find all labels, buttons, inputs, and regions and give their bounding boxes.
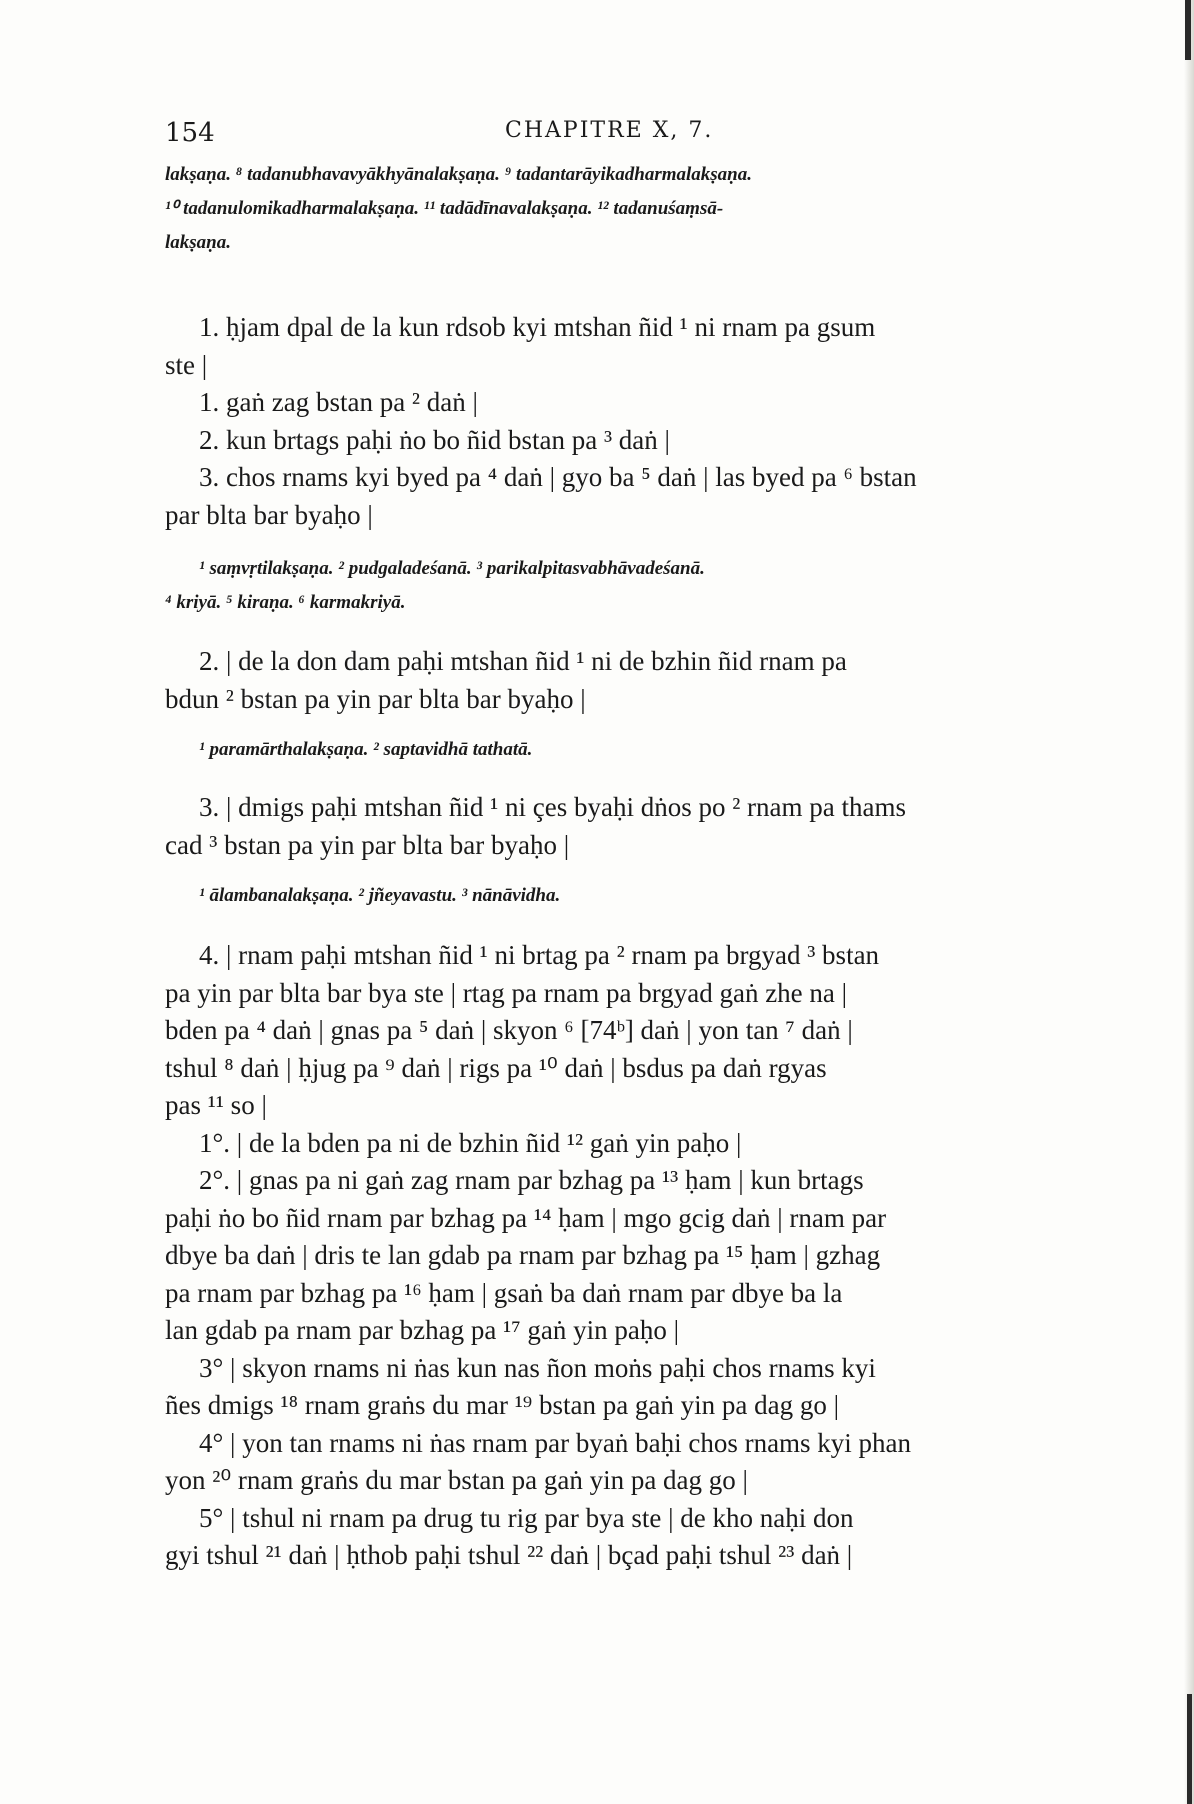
top-footnotes: [165, 158, 1045, 260]
binding-mark-top: [1185, 0, 1191, 60]
text-line: 1. gaṅ zag bstan pa ² daṅ |: [199, 387, 478, 417]
page-number: 154: [165, 118, 215, 148]
text-line: pas ¹¹ so |: [165, 1090, 267, 1120]
section-1: [165, 309, 1045, 534]
binding-mark-bottom: [1187, 1694, 1192, 1804]
section-2-footnotes: [165, 733, 1045, 767]
text-line: dbye ba daṅ | dris te lan gdab pa rnam par bzhag pa ¹⁵ ḥam | gzhag: [165, 1240, 881, 1270]
text-line: par blta bar byaḥo |: [165, 499, 373, 530]
text-line: paḥi ṅo bo ñid rnam par bzhag pa ¹⁴ ḥam | mgo gcig daṅ | rnam par: [165, 1202, 887, 1233]
footnote-line: ⁴ kriyā. ⁵ kiraṇa. ⁶ karmakriyā.: [165, 592, 406, 613]
text-line: gyi tshul ²¹ daṅ | ḥthob paḥi tshul ²² daṅ | bçad paḥi tshul ²³ daṅ |: [165, 1540, 853, 1570]
section-3: [165, 789, 1045, 864]
text-line: 3. | dmigs paḥi mtshan ñid ¹ ni çes byaḥi dṅos po ² rnam pa thams: [199, 792, 907, 822]
text-line: 4. | rnam paḥi mtshan ñid ¹ ni brtag pa ² rnam pa brgyad ³ bstan: [199, 940, 880, 970]
footnote-line: ¹⁰ tadanulomikadharmalakṣaṇa. ¹¹ tadādīnavalakṣaṇa. ¹² tadanuśaṃsā-: [165, 198, 724, 219]
text-line: 3° | skyon rnams ni ṅas kun nas ñon moṅs paḥi chos rnams kyi: [199, 1352, 876, 1383]
text-line: ste |: [165, 349, 208, 380]
section-3-footnotes: [165, 879, 1045, 913]
text-line: bdun ² bstan pa yin par blta bar byaḥo |: [165, 683, 586, 714]
footnote-line: lakṣaṇa. ⁸ tadanubhavavyākhyānalakṣaṇa. ⁹ tadantarāyikadharmalakṣaṇa.: [165, 164, 752, 185]
section-2: [165, 643, 1045, 718]
text-line: ñes dmigs ¹⁸ rnam graṅs du mar ¹⁹ bstan pa gaṅ yin pa dag go |: [165, 1390, 840, 1420]
footnote-line: ¹ ālambanalakṣaṇa. ² jñeyavastu. ³ nānāvidha.: [199, 885, 561, 906]
text-line: 3. chos rnams kyi byed pa ⁴ daṅ | gyo ba ⁵ daṅ | las byed pa ⁶ bstan: [199, 462, 917, 492]
text-line: 4° | yon tan rnams ni ṅas rnam par byaṅ baḥi chos rnams kyi phan: [199, 1427, 912, 1458]
footnote-line: ¹ paramārthalakṣaṇa. ² saptavidhā tathatā.: [199, 739, 533, 760]
text-line: pa rnam par bzhag pa ¹⁶ ḥam | gsaṅ ba daṅ rnam par dbye ba la: [165, 1277, 843, 1308]
text-line: 1°. | de la bden pa ni de bzhin ñid ¹² gaṅ yin paḥo |: [199, 1127, 742, 1158]
section-1-footnotes: [165, 552, 1045, 620]
text-line: tshul ⁸ daṅ | ḥjug pa ⁹ daṅ | rigs pa ¹⁰ daṅ | bsdus pa daṅ rgyas: [165, 1052, 827, 1083]
text-line: pa yin par blta bar bya ste | rtag pa rnam pa brgyad gaṅ zhe na |: [165, 977, 848, 1008]
text-line: bden pa ⁴ daṅ | gnas pa ⁵ daṅ | skyon ⁶ [74ᵇ] daṅ | yon tan ⁷ daṅ |: [165, 1015, 853, 1045]
text-line: lan gdab pa rnam par bzhag pa ¹⁷ gaṅ yin paḥo |: [165, 1315, 679, 1345]
text-line: 2. | de la don dam paḥi mtshan ñid ¹ ni de bzhin ñid rnam pa: [199, 646, 847, 676]
page-header: [165, 118, 1045, 158]
running-head: CHAPITRE X, 7.: [505, 118, 714, 143]
text-line: 5° | tshul ni rnam pa drug tu rig par bya ste | de kho naḥi don: [199, 1502, 854, 1533]
text-line: 2. kun brtags paḥi ṅo bo ñid bstan pa ³ daṅ |: [199, 424, 670, 455]
footnote-line: ¹ saṃvṛtilakṣaṇa. ² pudgaladeśanā. ³ parikalpitasvabhāvadeśanā.: [199, 558, 705, 579]
footnote-line: lakṣaṇa.: [165, 232, 231, 253]
section-4: [165, 937, 1045, 1575]
text-line: 2°. | gnas pa ni gaṅ zag rnam par bzhag pa ¹³ ḥam | kun brtags: [199, 1165, 864, 1195]
text-line: 1. ḥjam dpal de la kun rdsob kyi mtshan ñid ¹ ni rnam pa gsum: [199, 312, 876, 342]
text-line: cad ³ bstan pa yin par blta bar byaḥo |: [165, 829, 570, 860]
text-line: yon ²⁰ rnam graṅs du mar bstan pa gaṅ yin pa dag go |: [165, 1465, 748, 1495]
page-edge-shadow: [1184, 0, 1194, 1804]
